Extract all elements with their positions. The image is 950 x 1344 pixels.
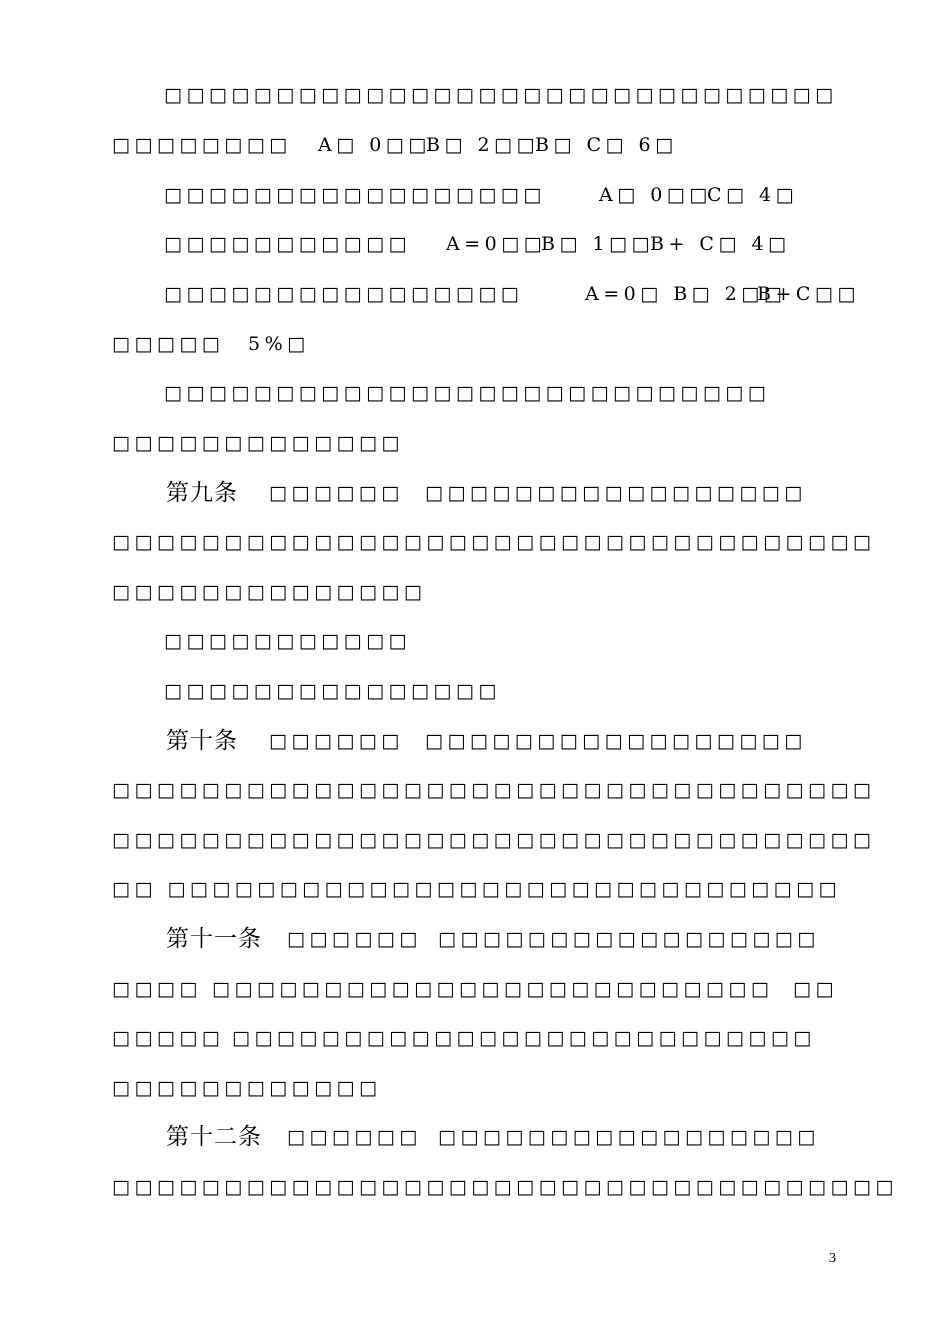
text-line	[0, 826, 950, 854]
text-segment: □□□□□□□□□□□□□□□□□	[438, 928, 820, 950]
article-heading-line	[0, 1123, 950, 1151]
text-line	[0, 578, 950, 606]
text-line	[0, 81, 950, 109]
text-segment: □□□□□□□□□□□□□□□□□□□□□□□□□□□	[164, 382, 771, 404]
text-segment: □□□□□□	[269, 730, 404, 752]
text-segment: □□□□□□□□□□□□□□□□□□□□□□□□□	[212, 978, 774, 1000]
text-line	[0, 1024, 950, 1052]
text-segment: A□ 0□□	[318, 134, 431, 156]
text-segment: B□ 2□□	[426, 134, 539, 156]
text-line	[0, 1074, 950, 1102]
text-line	[0, 131, 950, 159]
text-segment: □□□□□□□□□□□	[164, 233, 411, 255]
text-segment: C□ 4□	[707, 184, 799, 206]
article-title: 第十二条	[166, 1124, 262, 1150]
text-segment: □□□□□□	[287, 1126, 422, 1148]
text-segment: B+ C□ 4□	[650, 233, 791, 255]
text-segment: □□□□□□□□□□□□□□□□□	[425, 730, 807, 752]
text-segment: □□□□□□□□□□□□□□□□□	[164, 184, 546, 206]
text-segment: A=0□□	[446, 233, 547, 255]
text-segment: B+C□□	[757, 283, 860, 305]
text-line	[0, 975, 950, 1003]
article-title: 第十条	[166, 728, 238, 754]
article-heading-line	[0, 727, 950, 755]
text-segment: □□□□□□□□□□□□	[112, 1077, 382, 1099]
text-segment: □□□□□□□□□□□□□□	[112, 581, 427, 603]
text-segment: A=0□ B□ 2□□	[585, 283, 787, 305]
text-segment: □□□□□□□□□□□□□□□	[164, 680, 501, 702]
text-line	[0, 379, 950, 407]
text-segment: □□□□□□□□	[112, 134, 292, 156]
article-title: 第十一条	[166, 926, 262, 952]
text-line	[0, 875, 950, 903]
text-line	[0, 1173, 950, 1201]
text-segment: □□□□□□□□□□□□□	[112, 432, 404, 454]
text-segment: □□□□□	[112, 333, 225, 355]
text-segment: B□ C□ 6□	[535, 134, 678, 156]
text-line	[0, 280, 950, 308]
text-line	[0, 330, 950, 358]
text-segment: □□□□□□	[269, 482, 404, 504]
text-segment: B□ 1□□	[541, 233, 654, 255]
text-segment: A□ 0□□	[599, 184, 712, 206]
text-segment: □□	[793, 978, 838, 1000]
text-line	[0, 776, 950, 804]
page-number: 3	[829, 1251, 836, 1266]
text-line	[0, 429, 950, 457]
text-segment: □□□□□□□□□□□□□□□□□□□□□□□□□□□□□□□□□□	[112, 829, 876, 851]
article-title: 第九条	[166, 480, 238, 506]
article-heading-line	[0, 479, 950, 507]
text-line	[0, 528, 950, 556]
text-line	[0, 181, 950, 209]
text-segment: □□□□□□	[287, 928, 422, 950]
text-segment: □□ □□□□□□□□□□□□□□□□□□□□□□□□□□□□□□	[112, 878, 841, 900]
article-heading-line	[0, 925, 950, 953]
text-segment: □□□□□□□□□□□□□□□□□□□□□□□□□□□□□□□□□□	[112, 531, 876, 553]
text-line	[0, 230, 950, 258]
text-segment: □□□□□	[112, 1027, 225, 1049]
text-segment: □□□□□□□□□□□□□□□□□	[425, 482, 807, 504]
text-segment: □□□□□□□□□□□□□□□□□	[438, 1126, 820, 1148]
text-segment: □□□□□□□□□□□□□□□□□□□□□□□□□□□□□□□□□□	[112, 779, 876, 801]
text-segment: 5%□	[248, 333, 310, 355]
text-segment: □□□□	[112, 978, 202, 1000]
text-line	[0, 677, 950, 705]
text-segment: □□□□□□□□□□□	[164, 630, 411, 652]
text-segment: □□□□□□□□□□□□□□□□	[164, 283, 524, 305]
text-segment: □□□□□□□□□□□□□□□□□□□□□□□□□□□□□□	[164, 84, 838, 106]
text-segment: □□□□□□□□□□□□□□□□□□□□□□□□□□	[232, 1027, 816, 1049]
text-line	[0, 627, 950, 655]
text-segment: □□□□□□□□□□□□□□□□□□□□□□□□□□□□□□□□□□□	[112, 1176, 898, 1198]
